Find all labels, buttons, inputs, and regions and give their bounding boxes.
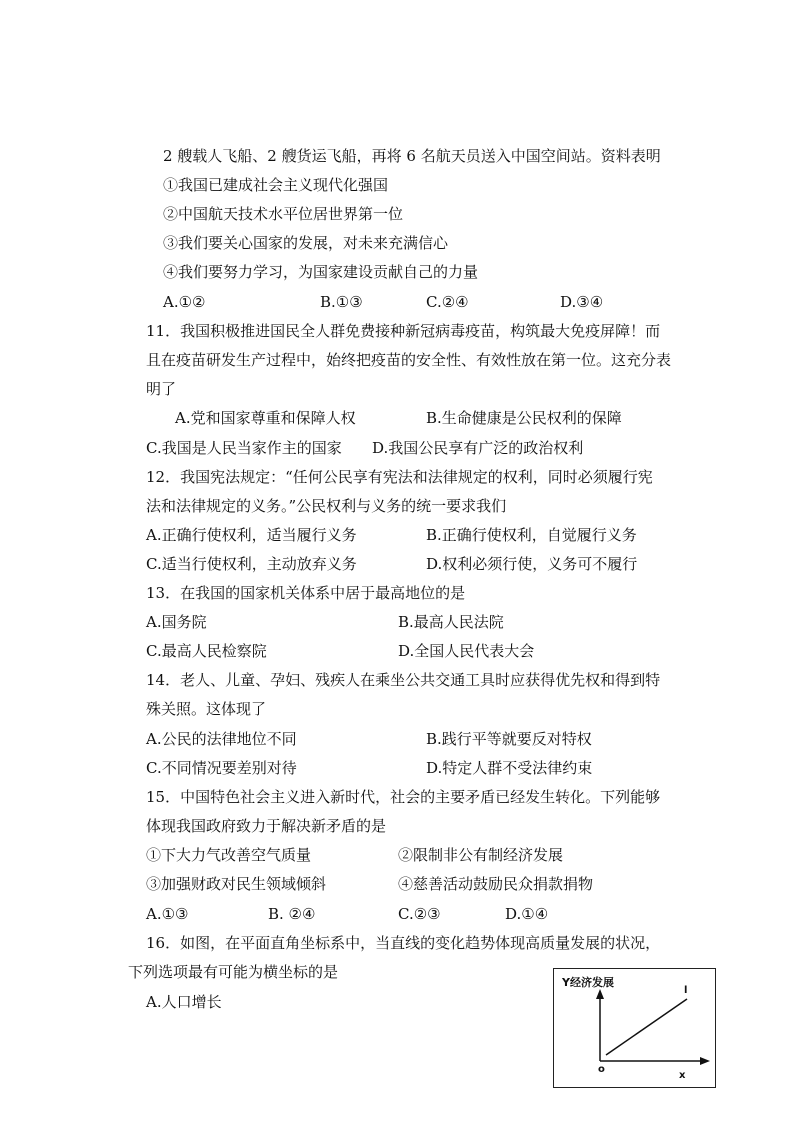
- q14-stem-2: 殊关照。这体现了: [146, 700, 267, 718]
- q15-option-b: B. ②④: [268, 905, 316, 923]
- q11-option-d: D.我国公民享有广泛的政治权利: [372, 439, 584, 457]
- q12-option-d: D.权利必须行使，义务可不履行: [426, 555, 638, 573]
- q15-statement-4: ④慈善活动鼓励民众捐款捐物: [398, 875, 594, 893]
- q11-option-c: C.我国是人民当家作主的国家: [146, 439, 342, 457]
- figure-y-label: Y经济发展: [562, 976, 614, 989]
- coordinate-figure: [553, 968, 716, 1088]
- q10-statement-2: ②中国航天技术水平位居世界第一位: [163, 205, 404, 223]
- q11-stem-3: 明了: [146, 380, 177, 398]
- q13-option-a: A.国务院: [146, 613, 207, 631]
- q11-stem-1: 11．我国积极推进国民全人群免费接种新冠病毒疫苗，构筑最大免疫屏障！而: [146, 322, 661, 340]
- x-axis-arrow: [700, 1057, 710, 1065]
- q13-option-d: D.全国人民代表大会: [398, 642, 535, 660]
- q15-stem-1: 15．中国特色社会主义进入新时代，社会的主要矛盾已经发生转化。下列能够: [146, 788, 661, 806]
- q10-option-d: D.③④: [560, 293, 604, 311]
- q14-option-d: D.特定人群不受法律约束: [426, 759, 593, 777]
- q16-option-a: A.人口增长: [146, 993, 222, 1011]
- figure-origin-label: o: [598, 1064, 605, 1075]
- q10-option-c: C.②④: [426, 293, 469, 311]
- q12-option-c: C.适当行使权利，主动放弃义务: [146, 555, 357, 573]
- q10-statement-1: ①我国已建成社会主义现代化强国: [163, 176, 389, 194]
- figure-x-label: x: [679, 1070, 686, 1081]
- q13-option-b: B.最高人民法院: [398, 613, 504, 631]
- q11-option-b: B.生命健康是公民权利的保障: [426, 409, 622, 427]
- q14-option-c: C.不同情况要差别对待: [146, 759, 297, 777]
- q10-statement-3: ③我们要关心国家的发展，对未来充满信心: [163, 234, 449, 252]
- q11-option-a: A.党和国家尊重和保障人权: [175, 409, 356, 427]
- q15-option-c: C.②③: [398, 905, 441, 923]
- q15-option-d: D.①④: [505, 905, 549, 923]
- y-axis-arrow: [596, 989, 604, 999]
- q15-option-a: A.①③: [146, 905, 189, 923]
- figure-line-label: l: [684, 985, 688, 996]
- q12-stem-2: 法和法律规定的义务。”公民权利与义务的统一要求我们: [146, 497, 507, 515]
- q15-statement-3: ③加强财政对民生领域倾斜: [146, 875, 327, 893]
- q12-option-a: A.正确行使权利，适当履行义务: [146, 526, 357, 544]
- q16-stem-2: 下列选项最有可能为横坐标的是: [128, 963, 339, 981]
- text-line-intro: 2 艘载人飞船、2 艘货运飞船，再将 6 名航天员送入中国空间站。资料表明: [163, 147, 661, 165]
- q10-statement-4: ④我们要努力学习，为国家建设贡献自己的力量: [163, 263, 479, 281]
- q10-option-a: A.①②: [163, 293, 206, 311]
- q12-option-b: B.正确行使权利，自觉履行义务: [426, 526, 637, 544]
- q14-stem-1: 14．老人、儿童、孕妇、残疾人在乘坐公共交通工具时应获得优先权和得到特: [146, 671, 661, 689]
- q14-option-a: A.公民的法律地位不同: [146, 730, 297, 748]
- q15-statement-2: ②限制非公有制经济发展: [398, 846, 564, 864]
- q13-option-c: C.最高人民检察院: [146, 642, 267, 660]
- q10-option-b: B.①③: [320, 293, 363, 311]
- q12-stem-1: 12．我国宪法规定：“任何公民享有宪法和法律规定的权利，同时必须履行宪: [146, 468, 653, 486]
- trend-line: [606, 999, 687, 1055]
- q15-stem-2: 体现我国政府致力于解决新矛盾的是: [146, 817, 387, 835]
- q15-statement-1: ①下大力气改善空气质量: [146, 846, 312, 864]
- q13-stem: 13．在我国的国家机关体系中居于最高地位的是: [146, 584, 466, 602]
- q14-option-b: B.践行平等就要反对特权: [426, 730, 592, 748]
- q16-stem-1: 16．如图，在平面直角坐标系中，当直线的变化趋势体现高质量发展的状况，: [146, 934, 661, 952]
- q11-stem-2: 且在疫苗研发生产过程中，始终把疫苗的安全性、有效性放在第一位。这充分表: [146, 351, 672, 369]
